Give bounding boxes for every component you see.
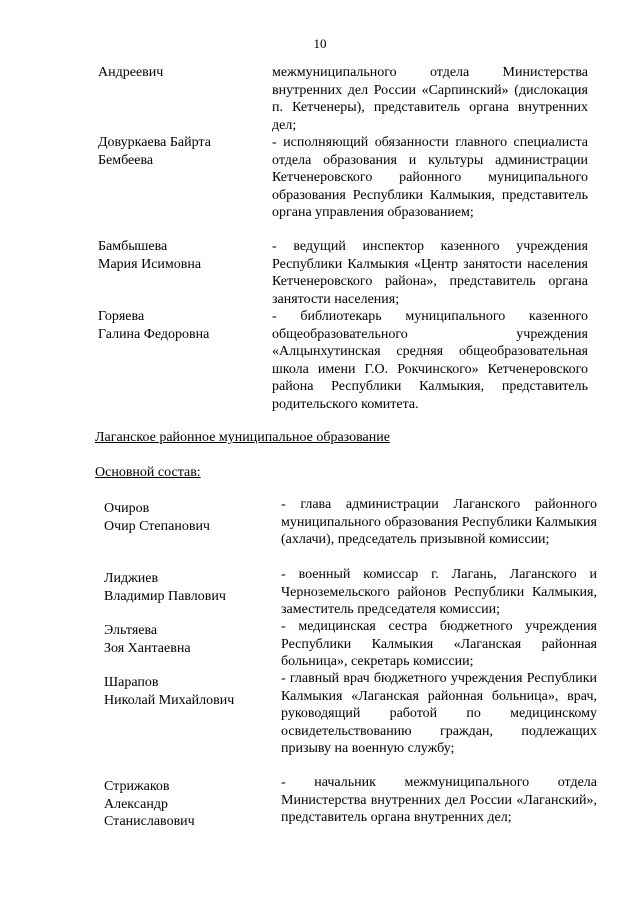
member-role: - библиотекарь муниципального казенного общеобразовательного учреждения «Алцынхутинская средняя общеобразовательная школа имени Г.О. Рокчинского» Кетченеровского района Республики Калмыкия, представитель родительского комитета.	[272, 309, 588, 412]
member-name: Шарапов Николай Михайлович	[104, 675, 235, 708]
member-role: - ведущий инспектор казенного учреждения Республики Калмыкия «Центр занятости населения Кетченеровского района», представитель органа занятости населения;	[272, 239, 588, 307]
member-name: Горяева Галина Федоровна	[98, 309, 210, 342]
member-name: Бамбышева Мария Исимовна	[98, 239, 202, 272]
member-name: Довуркаева Байрта Бембеева	[98, 135, 211, 168]
page-number: 10	[313, 36, 327, 51]
member-name: Эльтяева Зоя Хантаевна	[104, 623, 191, 656]
member-name: Очиров Очир Степанович	[104, 501, 210, 534]
member-role: - военный комиссар г. Лагань, Лаганского и Черноземельского районов Республики Калмыкия, заместитель председателя комиссии;	[281, 567, 597, 618]
member-role: - начальник межмуниципального отдела Министерства внутренних дел России «Лаганский», представитель органа внутренних дел;	[281, 775, 597, 826]
member-role: - исполняющий обязанности главного специалиста отдела образования и культуры администрации Кетченеровского районного муниципального образования Республики Калмыкия, представитель органа управления образованием;	[272, 135, 588, 221]
section-subtitle: Основной состав:	[95, 465, 201, 480]
member-name: Андреевич	[98, 65, 164, 80]
member-role: - главный врач бюджетного учреждения Республики Калмыкия «Лаганская районная больница», врач, руководящий работой по медицинскому освидетельствованию граждан, подлежащих призыву на военную службу;	[281, 671, 597, 757]
member-role: - глава администрации Лаганского районного муниципального образования Республики Калмыкия (ахлачи), председатель призывной комиссии;	[281, 497, 597, 548]
member-role: межмуниципального отдела Министерства внутренних дел России «Сарпинский» (дислокация п. Кетченеры), представитель органа внутренних дел;	[272, 65, 588, 133]
member-name: Лиджиев Владимир Павлович	[104, 571, 226, 604]
member-name: Стрижаков Александр Станиславович	[104, 779, 195, 830]
member-role: - медицинская сестра бюджетного учреждения Республики Калмыкия «Лаганская районная больница», секретарь комиссии;	[281, 619, 597, 670]
section-title: Лаганское районное муниципальное образование	[95, 430, 390, 445]
